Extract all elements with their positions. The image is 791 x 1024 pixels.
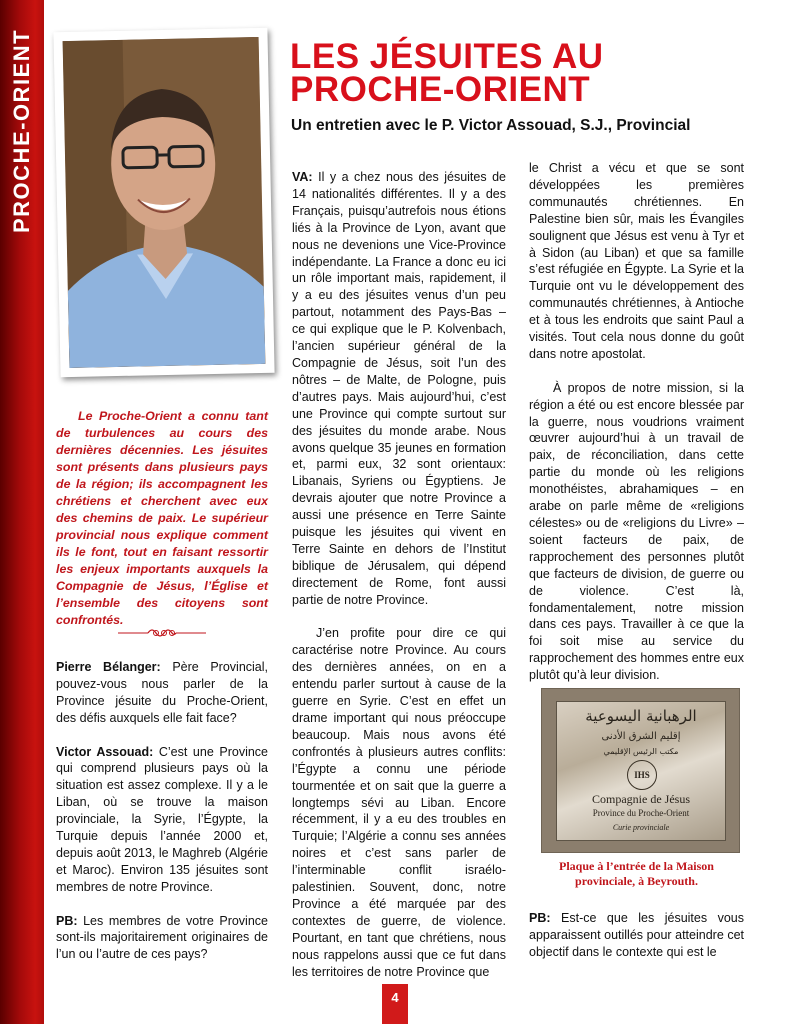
speaker-name: Pierre Bélanger: (56, 660, 161, 674)
plaque-emblem (627, 760, 657, 790)
ornament-divider (118, 622, 206, 644)
portrait-photo-frame (53, 28, 274, 377)
paragraph: Victor Assouad: C’est une Province qui comprend plusieurs pays où la situation est assez complexe. Il y a le Liban, où se trouve la maison provinciale, la Syrie, l’Égypte, la Turquie depuis l’année 2000 et, depuis août 2013, le Maghreb (Algérie et Maroc). Environ 135 jésuites sont membres de notre Province. (56, 744, 268, 894)
plaque (556, 701, 726, 841)
section-label: PROCHE-ORIENT (9, 28, 34, 233)
plaque-arabic-line-3: مكتب الرئيس الإقليمي (603, 747, 679, 756)
paragraph: Pierre Bélanger: Père Provincial, pouvez-vous nous parler de la Province jésuite du Proche-Orient, des défis auxquels elle fait face? (56, 660, 268, 725)
plaque-photo (542, 689, 739, 852)
paragraph: VA: Il y a chez nous des jésuites de 14 nationalités différentes. Il y a des Français, puisqu’autrefois nous étions liés à la Province de Lyon, avant que nous ne devenions une Vice-Province indépendante. La France a donc eu ici un rôle important mais, rapidement, il y a eu des jésuites venus d’un peu partout, notamment des Pays-Bas – ce qui explique que le P. Kolvenbach, l’ancien supérieur général de la Compagnie de Jésus, soit l’un des nôtres – de Malte, de Pologne, puis d’autres pays. Mais aujourd’hui, c’est une Province qui compte surtout sur des jésuites du monde arabe. Nous avons quelque 35 jeunes en formation et, parmi eux, 32 sont orientaux: Libanais, Syriens ou Égyptiens. Je devrais ajouter que notre Province a aussi une présence en Terre Sainte puisque les jésuites qui vivent en Terre Sainte en dehors de l’Institut biblique de Jérusalem, qui dépend directement de Rome, font aussi partie de notre Province. (292, 170, 506, 607)
plaque-line-3: Curie provinciale (612, 823, 670, 832)
article-subtitle: Un entretien avec le P. Victor Assouad, S.J., Provincial (291, 117, 691, 134)
intro-paragraph: Le Proche-Orient a connu tant de turbulences au cours des dernières décennies. Les jésuites sont présents dans plusieurs pays de la région; ils accompagnent les chrétiens et cherchent avec eux des chemins de paix. Le supérieur provincial nous explique comment ils le font, tout en faisant ressortir les enjeux importants auxquels la Compagnie de Jésus, l’Église et l’ensemble des citoyens sont confrontés. (56, 409, 268, 627)
speaker-name: VA: (292, 170, 313, 184)
paragraph: PB: Les membres de votre Province sont-ils majoritairement originaires de l’un ou l’autre de ces pays? (56, 913, 268, 962)
plaque-arabic-line-1: الرهبانية اليسوعية (585, 707, 697, 725)
section-sidebar (0, 0, 44, 1024)
text-column-1 (56, 659, 268, 980)
page-number: 4 (382, 984, 408, 1024)
text-column-3 (529, 160, 744, 701)
speaker-name: PB: (529, 911, 551, 925)
portrait-photo (63, 37, 266, 368)
paragraph: PB: Est-ce que les jésuites vous apparaissent outillés pour atteindre cet objectif dans le contexte qui est le (529, 911, 744, 959)
emblem-label: IHS (634, 770, 650, 780)
text-column-3-bottom (529, 910, 744, 978)
paragraph: À propos de notre mission, si la région a été ou est encore blessée par la guerre, nous voudrions vraiment œuvrer aujourd’hui à un travail de paix, de réconciliation, dans cette partie du monde où les religions monothéistes, abrahamiques – en arabe on parle même de «religions célestes» ou de «religions du Livre» – soient facteurs de paix, de rapprochement des personnes plutôt que facteurs de division, de guerre ou de violence. C’est là, fondamentalement, notre mission dans ces pays. Travailler à ce que la foi soit mise au service du rapprochement des hommes entre eux plutôt qu’à leur division. (529, 380, 744, 683)
speaker-name: Victor Assouad: (56, 744, 154, 759)
article-title: LES JÉSUITES AU PROCHE-ORIENT (290, 37, 604, 109)
speaker-name: PB: (56, 913, 78, 928)
text-column-2 (292, 169, 506, 997)
photo-caption: Plaque à l’entrée de la Maison provinciale, à Beyrouth. (559, 859, 714, 888)
paragraph: le Christ a vécu et que se sont développées les premières communautés chrétiennes. En Palestine bien sûr, mais les Évangiles soulignent que Jésus est venu à Tyr et à Sidon (au Liban) et que sa famille s’est réfugiée en Égypte. La Syrie et la Turquie ont vu le développement des communautés chrétiennes, à Antioche et à tous les endroits que saint Paul a visités. Tout cela nous donne du goût dans notre apostolat. (529, 161, 744, 361)
paragraph: J’en profite pour dire ce qui caractérise notre Province. Au cours des dernières années, on en a entendu parler surtout à cause de la guerre en Syrie. C’est en effet un drame important qui nous préoccupe beaucoup. Mais nous avons été confrontés à plusieurs autres conflits: l’Égypte a connu une période tourmentée et on sait que la guerre a longtemps sévi au Liban. Encore récemment, il y a eu des troubles en Turquie; l’Algérie a connu ses années noires et c’est sans parler de l’interminable conflit israélo-palestinien. Souvent, donc, notre Province a été marquée par des contextes de guerre, de violence. Pourtant, en tant que chrétiens, nous nous rappelons aussi que ce fut dans les territoires de notre Province que (292, 626, 506, 979)
plaque-line-1: Compagnie de Jésus (592, 792, 690, 806)
plaque-line-2: Province du Proche-Orient (592, 808, 690, 818)
plaque-arabic-line-2: إقليم الشرق الأدنى (601, 731, 681, 742)
